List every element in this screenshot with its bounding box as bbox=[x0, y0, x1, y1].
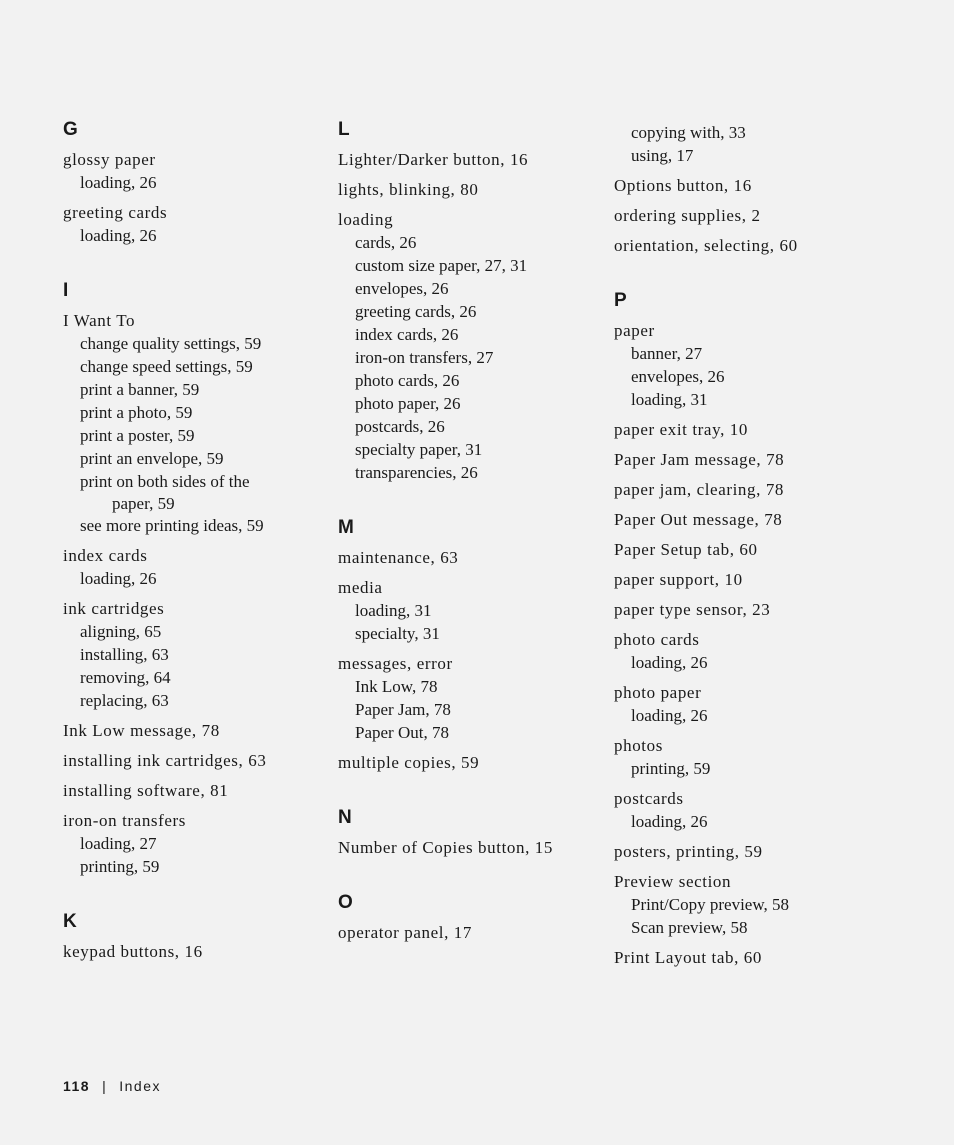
index-subentry: installing, 63 bbox=[80, 645, 169, 664]
index-entry bbox=[63, 779, 323, 802]
index-term: Ink Low message, 78 bbox=[63, 721, 220, 740]
index-entry bbox=[614, 734, 874, 780]
index-entry bbox=[614, 787, 874, 833]
index-term: installing software, 81 bbox=[63, 781, 229, 800]
index-subentry: Print/Copy preview, 58 bbox=[631, 895, 790, 914]
index-subentry: using, 17 bbox=[631, 146, 694, 165]
index-entry bbox=[614, 946, 874, 969]
index-subentry: Scan preview, 58 bbox=[631, 918, 748, 937]
index-section bbox=[338, 891, 598, 944]
index-term: Paper Jam message, 78 bbox=[614, 450, 785, 469]
index-entry bbox=[614, 568, 874, 591]
index-subentry: specialty paper, 31 bbox=[355, 440, 483, 459]
index-entry bbox=[614, 508, 874, 531]
index-subentry: index cards, 26 bbox=[355, 325, 459, 344]
index-entry bbox=[338, 836, 598, 859]
index-subentry-line: paper, 59 bbox=[112, 494, 175, 513]
index-section bbox=[338, 516, 598, 774]
page-number: 118 bbox=[63, 1078, 91, 1094]
index-subentry: see more printing ideas, 59 bbox=[80, 516, 264, 535]
index-section bbox=[338, 806, 598, 859]
index-entry bbox=[63, 544, 323, 590]
index-subentry: printing, 59 bbox=[631, 759, 711, 778]
index-subentry: loading, 27 bbox=[80, 834, 157, 853]
index-subentry: replacing, 63 bbox=[80, 691, 169, 710]
index-subentry: postcards, 26 bbox=[355, 417, 445, 436]
index-term: Paper Setup tab, 60 bbox=[614, 540, 758, 559]
index-section bbox=[63, 279, 323, 878]
index-subentry bbox=[63, 470, 323, 514]
index-term: orientation, selecting, 60 bbox=[614, 236, 798, 255]
index-entry bbox=[63, 201, 323, 247]
index-term: index cards bbox=[63, 546, 148, 565]
index-subentry: loading, 26 bbox=[631, 653, 708, 672]
index-column-2 bbox=[338, 118, 598, 951]
index-entry bbox=[614, 174, 874, 197]
index-term: ink cartridges bbox=[63, 599, 165, 618]
index-entry bbox=[338, 576, 598, 645]
index-subentry: photo paper, 26 bbox=[355, 394, 461, 413]
index-subentry: loading, 26 bbox=[631, 812, 708, 831]
index-subentry: Ink Low, 78 bbox=[355, 677, 438, 696]
page-footer bbox=[63, 1076, 161, 1096]
index-subentry: custom size paper, 27, 31 bbox=[355, 256, 528, 275]
index-term: Print Layout tab, 60 bbox=[614, 948, 762, 967]
index-section bbox=[63, 118, 323, 247]
index-entry bbox=[63, 148, 323, 194]
index-subentry-line: print on both sides of the bbox=[80, 472, 250, 491]
index-term: iron-on transfers bbox=[63, 811, 187, 830]
section-letter: O bbox=[338, 892, 353, 913]
index-entry bbox=[338, 652, 598, 744]
index-subentry: greeting cards, 26 bbox=[355, 302, 477, 321]
index-subentry: loading, 26 bbox=[631, 706, 708, 725]
index-term: Preview section bbox=[614, 872, 732, 891]
index-term: lights, blinking, 80 bbox=[338, 180, 479, 199]
index-term: multiple copies, 59 bbox=[338, 753, 480, 772]
index-subentry: change quality settings, 59 bbox=[80, 334, 262, 353]
index-term: Number of Copies button, 15 bbox=[338, 838, 553, 857]
index-term: operator panel, 17 bbox=[338, 923, 473, 942]
index-entry bbox=[614, 598, 874, 621]
index-subentry: specialty, 31 bbox=[355, 624, 440, 643]
index-entry bbox=[338, 148, 598, 171]
index-entry bbox=[614, 448, 874, 471]
index-entry bbox=[614, 319, 874, 411]
index-subentry: transparencies, 26 bbox=[355, 463, 478, 482]
index-term: posters, printing, 59 bbox=[614, 842, 763, 861]
index-entry bbox=[63, 597, 323, 712]
footer-separator: | bbox=[102, 1078, 108, 1094]
index-subentry: print a poster, 59 bbox=[80, 426, 195, 445]
section-letter: L bbox=[338, 119, 350, 140]
index-column-1 bbox=[63, 118, 323, 970]
index-term: I Want To bbox=[63, 311, 136, 330]
index-entry bbox=[614, 204, 874, 227]
index-term: glossy paper bbox=[63, 150, 156, 169]
index-entry bbox=[63, 749, 323, 772]
index-subentry: banner, 27 bbox=[631, 344, 703, 363]
index-subentry: iron-on transfers, 27 bbox=[355, 348, 494, 367]
index-term: paper jam, clearing, 78 bbox=[614, 480, 785, 499]
index-section bbox=[63, 910, 323, 963]
index-term: Options button, 16 bbox=[614, 176, 752, 195]
index-subentry: loading, 26 bbox=[80, 569, 157, 588]
index-subentry: cards, 26 bbox=[355, 233, 417, 252]
index-entry bbox=[614, 121, 874, 167]
index-term: photo paper bbox=[614, 683, 702, 702]
index-term: photos bbox=[614, 736, 663, 755]
index-entry bbox=[63, 809, 323, 878]
index-entry bbox=[63, 940, 323, 963]
index-term: Lighter/Darker button, 16 bbox=[338, 150, 529, 169]
index-term: Paper Out message, 78 bbox=[614, 510, 783, 529]
index-entry bbox=[63, 309, 323, 537]
index-subentry: change speed settings, 59 bbox=[80, 357, 253, 376]
index-term: ordering supplies, 2 bbox=[614, 206, 761, 225]
index-term: postcards bbox=[614, 789, 684, 808]
index-term: photo cards bbox=[614, 630, 700, 649]
index-entry bbox=[614, 840, 874, 863]
index-section bbox=[614, 289, 874, 969]
index-entry bbox=[614, 234, 874, 257]
section-letter: I bbox=[63, 280, 69, 301]
index-entry bbox=[614, 538, 874, 561]
index-subentry: print an envelope, 59 bbox=[80, 449, 224, 468]
index-term: loading bbox=[338, 210, 394, 229]
index-entry bbox=[338, 921, 598, 944]
index-term: paper type sensor, 23 bbox=[614, 600, 771, 619]
index-subentry: photo cards, 26 bbox=[355, 371, 460, 390]
index-term: greeting cards bbox=[63, 203, 168, 222]
index-term: installing ink cartridges, 63 bbox=[63, 751, 267, 770]
index-term: maintenance, 63 bbox=[338, 548, 459, 567]
index-column-3 bbox=[614, 121, 874, 976]
index-subentry: loading, 26 bbox=[80, 226, 157, 245]
index-section bbox=[338, 118, 598, 484]
index-subentry: print a photo, 59 bbox=[80, 403, 193, 422]
index-subentry: Paper Out, 78 bbox=[355, 723, 449, 742]
index-term: paper support, 10 bbox=[614, 570, 743, 589]
index-section bbox=[614, 121, 874, 257]
index-subentry: envelopes, 26 bbox=[355, 279, 449, 298]
index-term: paper exit tray, 10 bbox=[614, 420, 748, 439]
index-subentry: copying with, 33 bbox=[631, 123, 746, 142]
index-subentry: loading, 26 bbox=[80, 173, 157, 192]
index-subentry: Paper Jam, 78 bbox=[355, 700, 451, 719]
index-entry bbox=[63, 719, 323, 742]
index-subentry: aligning, 65 bbox=[80, 622, 162, 641]
section-letter: K bbox=[63, 911, 77, 932]
index-entry bbox=[614, 478, 874, 501]
section-letter: M bbox=[338, 517, 354, 538]
footer-section-name: Index bbox=[119, 1078, 161, 1094]
index-entry bbox=[614, 681, 874, 727]
index-term: paper bbox=[614, 321, 655, 340]
index-subentry: loading, 31 bbox=[355, 601, 432, 620]
index-entry bbox=[614, 628, 874, 674]
section-letter: G bbox=[63, 119, 78, 140]
index-term: keypad buttons, 16 bbox=[63, 942, 203, 961]
index-term: messages, error bbox=[338, 654, 453, 673]
index-entry bbox=[338, 178, 598, 201]
index-subentry: loading, 31 bbox=[631, 390, 708, 409]
index-subentry: print a banner, 59 bbox=[80, 380, 200, 399]
index-subentry: removing, 64 bbox=[80, 668, 171, 687]
section-letter: P bbox=[614, 290, 627, 311]
section-letter: N bbox=[338, 807, 352, 828]
index-entry bbox=[338, 208, 598, 484]
index-term: media bbox=[338, 578, 383, 597]
index-subentry: envelopes, 26 bbox=[631, 367, 725, 386]
index-entry bbox=[614, 870, 874, 939]
index-subentry: printing, 59 bbox=[80, 857, 160, 876]
index-entry bbox=[338, 751, 598, 774]
index-entry bbox=[614, 418, 874, 441]
index-entry bbox=[338, 546, 598, 569]
